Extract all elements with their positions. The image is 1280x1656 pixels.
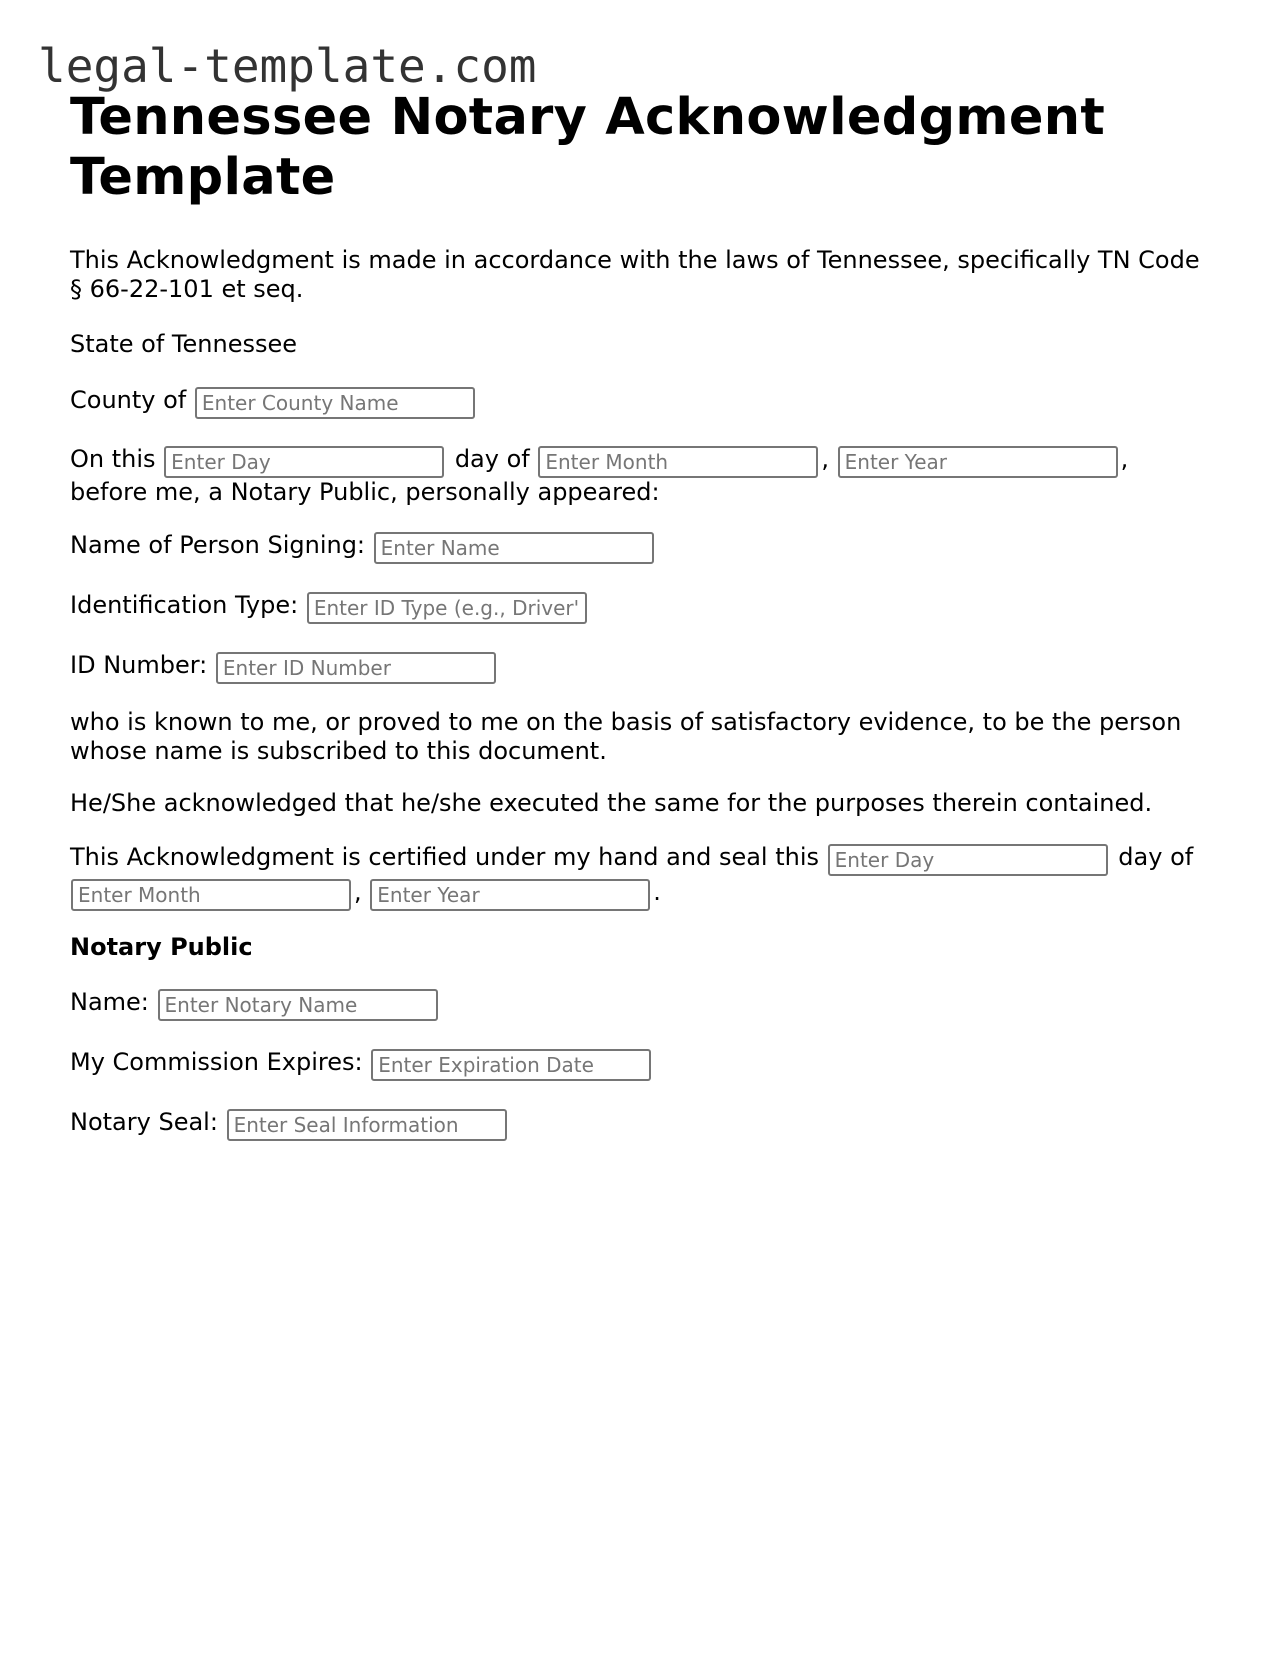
notary-seal-input[interactable] [227,1109,507,1141]
county-row [70,384,1210,419]
certification-period: . [653,878,661,906]
notary-public-heading: Notary Public [70,933,253,961]
certification-day-of-label: day of [1118,843,1194,871]
appearance-comma: , [821,445,829,473]
notary-name-input[interactable] [158,989,438,1021]
commission-label: My Commission Expires: [70,1048,363,1076]
notary-name-row [70,986,1210,1021]
certification-row [70,841,1210,911]
on-this-label: On this [70,445,156,473]
document-body [70,88,1210,1141]
appearance-month-input[interactable] [538,446,818,478]
id-type-label: Identification Type: [70,591,299,619]
signer-name-input[interactable] [374,532,654,564]
id-type-row [70,589,1210,624]
appearance-day-of-label: day of [454,445,530,473]
certification-lead-text: This Acknowledgment is certified under my hand and seal this [70,843,820,871]
site-watermark: legal-template.com [38,39,537,93]
county-label: County of [70,386,187,414]
page-title: Tennessee Notary Acknowledgment Template [70,88,1106,207]
certification-day-input[interactable] [828,844,1108,876]
state-line: State of Tennessee [70,330,297,358]
certification-year-input[interactable] [370,879,650,911]
signer-label: Name of Person Signing: [70,531,366,559]
appearance-trailing-text: , before me, a Notary Public, personally appeared: [70,445,1129,506]
id-number-label: ID Number: [70,651,208,679]
commission-expiration-input[interactable] [371,1049,651,1081]
appearance-day-input[interactable] [164,446,444,478]
id-number-input[interactable] [216,652,496,684]
appearance-row [70,443,1210,507]
notary-name-label: Name: [70,988,149,1016]
known-paragraph: who is known to me, or proved to me on the basis of satisfactory evidence, to be the person whose name is subscribed to this document. [70,708,1182,765]
id-number-row [70,649,1210,684]
certification-month-input[interactable] [71,879,351,911]
county-input[interactable] [195,387,475,419]
notary-seal-label: Notary Seal: [70,1108,218,1136]
intro-paragraph: This Acknowledgment is made in accordance with the laws of Tennessee, specifically TN Code § 66-22-101 et seq. [70,246,1200,303]
acknowledged-paragraph: He/She acknowledged that he/she executed the same for the purposes therein contained. [70,789,1153,817]
appearance-year-input[interactable] [838,446,1118,478]
commission-row [70,1046,1210,1081]
id-type-input[interactable] [307,592,587,624]
certification-comma: , [354,878,362,906]
signer-row [70,529,1210,564]
notary-seal-row [70,1106,1210,1141]
